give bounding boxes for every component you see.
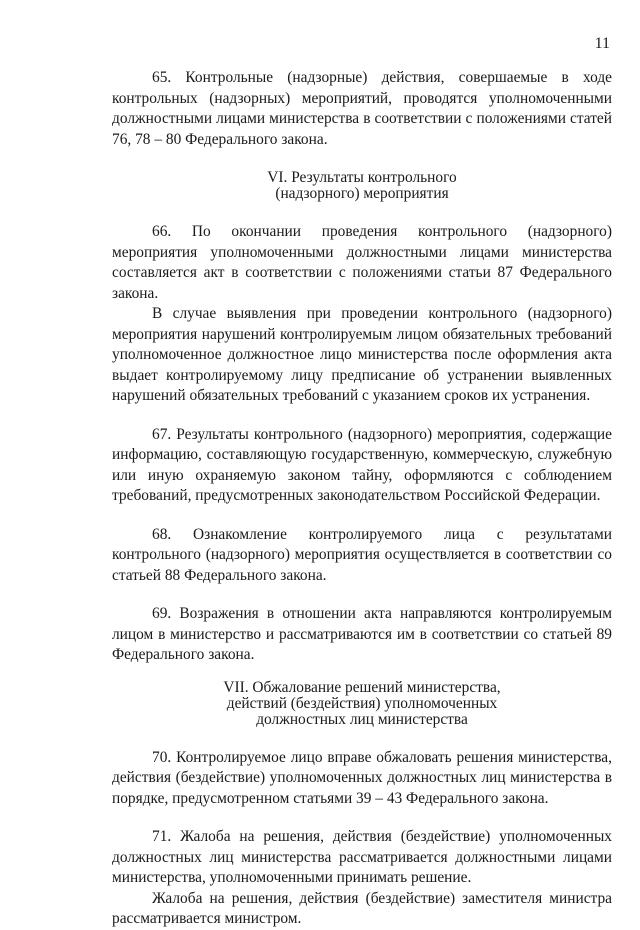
section-heading-vii	[112, 680, 612, 728]
section-heading-vi	[112, 170, 612, 202]
paragraph-68: 68. Ознакомление контролируемого лица с результатами контрольного (надзорного) мероприятия осуществляется в соответствии со статьей 88 Федерального закона.	[112, 525, 612, 584]
section-heading-vi-line-1: VI. Результаты контрольного	[267, 169, 457, 186]
paragraph-66-continuation: В случае выявления при проведении контрольного (надзорного) мероприятия нарушений контролируемым лицом обязательных требований уполномоченное должностное лицо министерства после оформления акта выдает контролируемому лицу предписание об устранении выявленных нарушений обязательных требований с указанием сроков их устранения.	[112, 305, 612, 404]
paragraph-71: 71. Жалоба на решения, действия (бездействие) уполномоченных должностных лиц министерства рассматривается должностными лицами министерства, уполномоченными принимать решение.	[112, 828, 612, 886]
paragraph-70: 70. Контролируемое лицо вправе обжаловать решения министерства, действия (бездействие) уполномоченных должностных лиц министерства в порядке, предусмотренном статьями 39 – 43 Федерального закона.	[112, 748, 612, 807]
paragraph-67: 67. Результаты контрольного (надзорного) мероприятия, содержащие информацию, составляющую государственную, коммерческую, служебную или иную охраняемую законом тайну, оформляются с соблюдением требований, предусмотренных законодательством Российской Федерации.	[112, 425, 612, 504]
paragraph-71-continuation: Жалоба на решения, действия (бездействие) заместителя министра рассматривается министром.	[112, 889, 612, 927]
section-heading-vii-line-2: действий (бездействия) уполномоченных	[226, 694, 498, 712]
section-heading-vii-line-1: VII. Обжалование решений министерства,	[223, 678, 501, 696]
section-heading-vi-line-2: (надзорного) мероприятия	[275, 185, 449, 202]
paragraph-65: 65. Контрольные (надзорные) действия, совершаемые в ходе контрольных (надзорных) мероприятий, проводятся уполномоченными должностными лицами министерства в соответствии с положениями статей 76, 78 – 80 Федерального закона.	[112, 69, 612, 148]
section-heading-vii-line-3: должностных лиц министерства	[256, 710, 468, 728]
page-number: 11	[594, 35, 610, 52]
document-body	[112, 68, 612, 930]
paragraph-66: 66. По окончании проведения контрольного (надзорного) мероприятия уполномоченными должностными лицами министерства составляется акт в соответствии с положениями статьи 87 Федерального закона.	[112, 223, 612, 302]
paragraph-69: 69. Возражения в отношении акта направляются контролируемым лицом в министерство и рассматриваются им в соответствии со статьей 89 Федерального закона.	[112, 605, 612, 663]
